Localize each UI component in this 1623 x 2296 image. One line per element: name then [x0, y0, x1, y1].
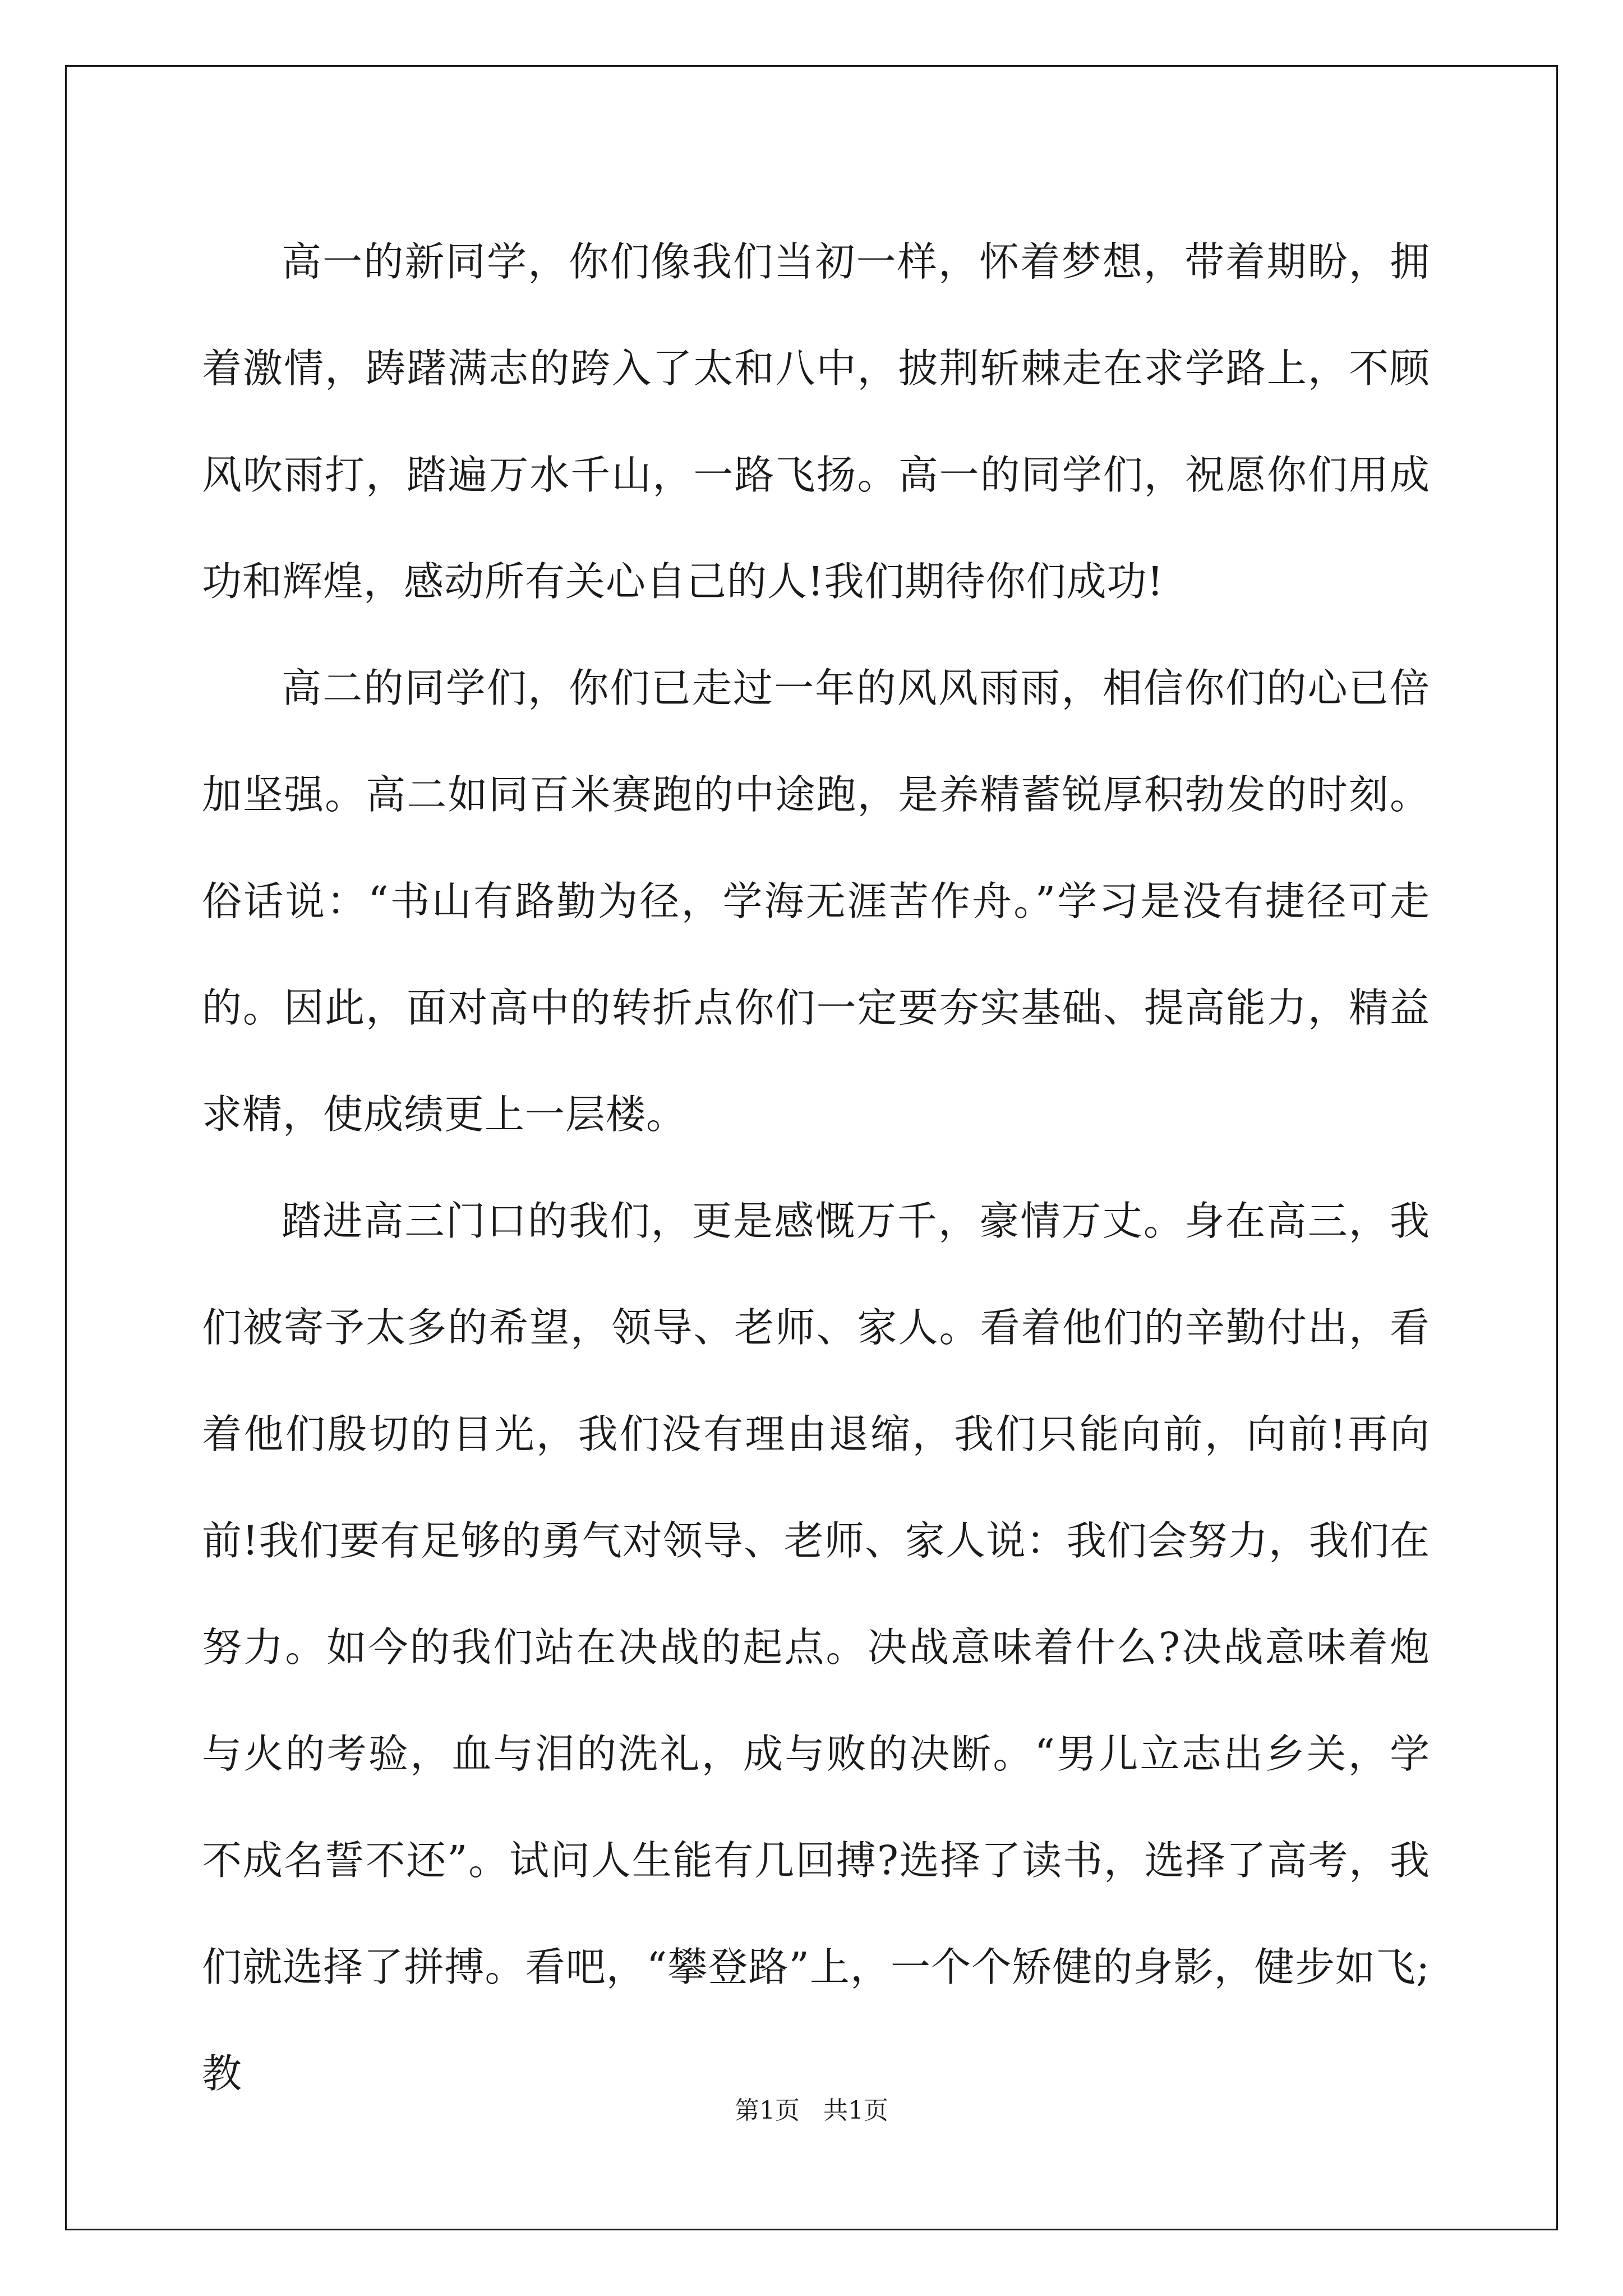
paragraph-3: 踏进高三门口的我们，更是感慨万千，豪情万丈。身在高三，我们被寄予太多的希望，领导、老师、家人。看着他们的辛勤付出，看着他们殷切的目光，我们没有理由退缩，我们只能向前，向前!再向前!我们要有足够的勇气对领导、老师、家人说：我们会努力，我们在努力。如今的我们站在决战的起点。决战意味着什么?决战意味着炮与火的考验，血与泪的洗礼，成与败的决断。“男儿立志出乡关，学不成名誓不还”。试问人生能有几回搏?选择了读书，选择了高考，我们就选择了拼搏。看吧，“攀登路”上，一个个矫健的身影，健步如飞;教 [202, 1198, 1430, 2097]
page-number-footer: 第1页 共1页 [735, 2096, 888, 2125]
document-body [202, 209, 1430, 2127]
paragraph-2: 高二的同学们，你们已走过一年的风风雨雨，相信你们的心已倍加坚强。高二如同百米赛跑的中途跑，是养精蓄锐厚积勃发的时刻。俗话说：“书山有路勤为径，学海无涯苦作舟。”学习是没有捷径可走的。因此，面对高中的转折点你们一定要夯实基础、提高能力，精益求精，使成绩更上一层楼。 [202, 665, 1430, 1138]
paragraph-1: 高一的新同学，你们像我们当初一样，怀着梦想，带着期盼，拥着激情，踌躇满志的跨入了太和八中，披荆斩棘走在求学路上，不顾风吹雨打，踏遍万水千山，一路飞扬。高一的同学们，祝愿你们用成功和辉煌，感动所有关心自己的人!我们期待你们成功! [202, 238, 1430, 605]
